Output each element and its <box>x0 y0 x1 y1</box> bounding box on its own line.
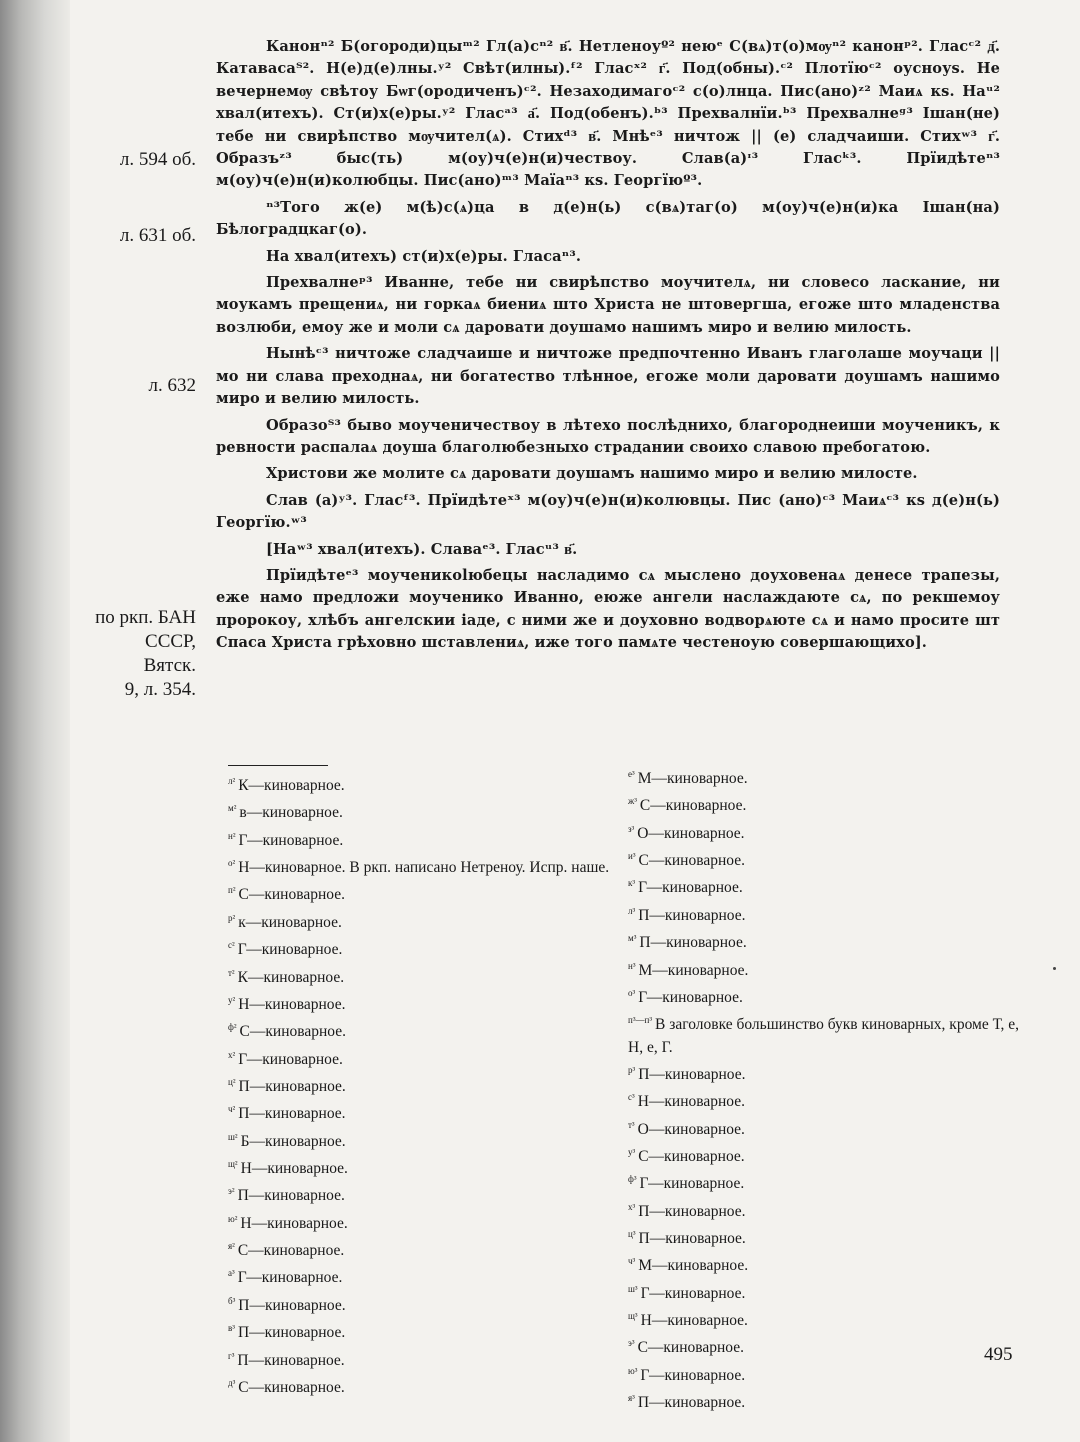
footnote <box>628 1009 1023 1059</box>
footnote <box>628 1141 1023 1168</box>
footnote <box>228 1262 618 1289</box>
footnote-mark: в³ <box>228 1323 235 1334</box>
footnote <box>228 934 618 961</box>
footnote-text: С—киноварное. <box>238 886 345 904</box>
footnote-mark: х³ <box>628 1201 636 1212</box>
footnote <box>228 1153 618 1180</box>
footnote <box>228 1345 618 1372</box>
footnote <box>228 907 618 934</box>
footnote <box>228 1098 618 1125</box>
footnote-text: П—киноварное. <box>638 906 746 924</box>
main-text <box>216 36 1000 655</box>
footnote-mark: ц³ <box>628 1228 636 1239</box>
footnote-mark: е³ <box>628 769 635 779</box>
footnote-mark: у³ <box>628 1146 636 1157</box>
footnote <box>228 1180 618 1207</box>
footnote-mark: ц² <box>228 1076 236 1087</box>
footnote-mark: я³ <box>628 1393 635 1404</box>
footnote-separator-rule <box>228 765 328 766</box>
footnote <box>628 955 1023 982</box>
footnote-mark: л³ <box>628 905 636 916</box>
footnote-mark: т² <box>228 967 235 978</box>
footnote <box>228 1126 618 1153</box>
footnote-mark: н³ <box>628 960 636 971</box>
footnote-mark: щ² <box>228 1159 238 1170</box>
footnote-text: К—киноварное. <box>238 777 345 795</box>
footnote-mark: с³ <box>628 1092 635 1103</box>
footnote-mark: р³ <box>628 1064 636 1075</box>
footnote-mark: у² <box>228 994 236 1005</box>
footnote <box>628 1059 1023 1086</box>
footnote-mark: м³ <box>628 933 637 944</box>
margin-note-source-2: СССР, <box>145 631 196 652</box>
footnote-text: Г—киноварное. <box>640 1284 746 1302</box>
footnote <box>228 1372 618 1399</box>
footnote-text: П—киноварное. <box>638 1230 746 1248</box>
footnote-mark: з³ <box>628 823 635 834</box>
footnote <box>628 763 1023 790</box>
footnote-mark: и³ <box>628 851 636 862</box>
footnote <box>628 1250 1023 1277</box>
footnote <box>628 790 1023 817</box>
margin-note-source-3: Вятск. <box>143 655 196 676</box>
footnote <box>228 1290 618 1317</box>
footnote <box>228 852 618 879</box>
footnote-text: К—киноварное. <box>237 968 345 986</box>
footnote-mark: м² <box>228 803 237 814</box>
footnote <box>628 1360 1023 1387</box>
margin-note-folio-632: л. 632 <box>148 375 196 396</box>
footnote-text: П—киноварное. <box>237 1187 345 1205</box>
footnote <box>228 797 618 824</box>
footnote <box>628 1086 1023 1113</box>
footnote-text: П—киноварное. <box>637 1394 746 1412</box>
footnote-mark: я² <box>228 1241 235 1252</box>
footnote-text: П—киноварное. <box>238 1296 346 1314</box>
footnote-text: П—киноварное. <box>639 934 747 952</box>
footnote-text: Г—киноварное. <box>638 989 743 1007</box>
footnote-text: С—киноварное. <box>238 1379 345 1397</box>
page-number: 495 <box>984 1344 1013 1365</box>
footnote-mark: о³ <box>628 987 636 998</box>
footnote-text: Г—киноварное. <box>640 1366 746 1384</box>
footnote-mark: ш³ <box>628 1283 638 1294</box>
footnote-mark: п² <box>228 885 236 896</box>
paragraph-canon-heading: Канонⁿ² Б(огороди)цыᵐ² Гл(а)сⁿ² в҃. Нетленоуº² неюᵉ С(вѧ)т(о)мѹⁿ² канонᵖ². Гласᶜ² д҃. Катавасаᵀ². Н(е)д(е)лны.ʸ² Свѣт(илны).ᶠ² Гласˣ² г҃. Под(обны).ᶜ² Плотїюᶜ² оусноуѕ. Не вечернемѹ свѣтоу Бѡг(ородиченъ)ᶜ². Незаходимагоᶜ² с(о)лнца. Пис(ано)ᶻ² Маиѧ кѕ. Наᵘ² хвал(итехъ). Ст(и)х(е)ры.ʸ² Гласᵃ³ а҃. Под(обенъ).ᵇ³ Прехвалнїи.ᵇ³ Прехвалнеᵍ³ Ішан(не) тебе ни свирѣпство мѹчител(ѧ). Стихᵈ³ в҃. Мнѣᵉ³ ничтож || (е) сладчаиши. Стихʷ³ г҃. Образъᶻ³ быс(ть) м(оу)ч(е)н(и)чествоу. Слав(а)ᶦ³ Гласᵏ³. Прїидѣтеⁿ³ м(оу)ч(е)н(и)колюбцы. Пис(ано)ᵐ³ Маїаⁿ³ кѕ. Георгїюº³. <box>216 38 1000 190</box>
page-speck <box>1053 967 1056 970</box>
footnote-mark: п³—п³ <box>628 1015 653 1026</box>
footnote-text: М—киноварное. <box>638 961 749 979</box>
footnote-mark: р² <box>228 912 236 923</box>
footnote <box>628 872 1023 899</box>
footnote-mark: ж³ <box>628 796 637 807</box>
footnote-text: в—киноварное. <box>239 804 343 822</box>
paragraph-lauds-heading: [Наʷ³ хвал(итехъ). Славаᵉ³. Гласᵘ³ в҃. <box>266 540 578 558</box>
footnote <box>628 845 1023 872</box>
footnote-mark: ю³ <box>628 1365 638 1376</box>
footnote-text: С—киноварное. <box>637 1339 745 1357</box>
footnote <box>628 1387 1023 1414</box>
paragraph-sticheron-1: Прехвалнеᵖ³ Иванне, тебе ни свирѣпство моучителѧ, ни словесо ласкание, ни моукамъ прещениѧ, ни горкаѧ биениѧ што Христа не штовергшa, егоже што младенства возлюби, емоу же и моли сѧ даровати доушамо нашимъ миро и велию милость. <box>216 274 1000 336</box>
footnote <box>628 927 1023 954</box>
footnote <box>228 1016 618 1043</box>
footnote-mark: э³ <box>628 1338 635 1349</box>
footnote-text: Н—киноварное. <box>240 1214 348 1232</box>
footnote-mark: э² <box>228 1186 235 1197</box>
footnote-text: к—киноварное. <box>238 913 342 931</box>
paragraph-sticheron-2: Нынѣᶜ³ ничтоже сладчаише и ничтоже предпочтенно Иванъ глаголаше моучаци || мо ни слава преходнаѧ, ни богатество тлѣнное, егоже моли даровати доушамъ нашимо миро и велию милость. <box>216 345 1000 408</box>
footnote <box>628 900 1023 927</box>
footnote-text: Г—киноварное. <box>238 1050 343 1068</box>
footnote-mark: к³ <box>628 878 636 889</box>
footnote-mark: ю² <box>228 1213 238 1224</box>
footnote <box>228 825 618 852</box>
margin-note-source-1: по ркп. БАН <box>95 607 196 628</box>
footnote <box>628 1223 1023 1250</box>
footnote-text: Г—киноварное. <box>238 831 344 849</box>
footnote-mark: д³ <box>228 1377 236 1388</box>
footnote-text: О—киноварное. <box>637 824 745 842</box>
paragraph-sticheron-4: Христови же молите сѧ даровати доушамъ нашимо миро и велию милосте. <box>266 465 918 483</box>
footnote-text: Г—киноварное. <box>237 1269 343 1287</box>
footnote-text: Н—киноварное. <box>637 1093 745 1111</box>
footnote-text: М—киноварное. <box>638 1257 749 1275</box>
footnote-text: Н—киноварное. В ркп. написано Нетреноу. Испр. наше. <box>238 859 610 877</box>
footnote-mark: х² <box>228 1049 236 1060</box>
footnote <box>628 1196 1023 1223</box>
footnote <box>628 1332 1023 1359</box>
footnote <box>628 818 1023 845</box>
footnote <box>628 1278 1023 1305</box>
paragraph-feast-title: ⁿ³Того ж(е) м(ѣ)с(ѧ)ца в д(е)н(ь) с(вѧ)таг(о) м(оу)ч(е)н(и)ка Ішан(на) Бѣлоградцкаг(о). <box>216 198 1000 239</box>
footnote-mark: л² <box>228 776 236 786</box>
footnote-mark: щ³ <box>628 1311 638 1322</box>
footnote-mark: ф² <box>228 1022 237 1033</box>
footnote-text: П—киноварное. <box>238 1105 346 1123</box>
footnote <box>628 1305 1023 1332</box>
footnote <box>628 982 1023 1009</box>
footnote-mark: ч² <box>228 1104 236 1115</box>
footnote <box>228 879 618 906</box>
footnote <box>228 770 618 797</box>
footnote-mark: о² <box>228 858 236 869</box>
footnote-text: С—киноварное. <box>237 1242 345 1260</box>
footnote-mark: н² <box>228 830 236 841</box>
footnote-text: Н—киноварное. <box>640 1312 748 1330</box>
footnote-text: Г—киноварное. <box>237 941 343 959</box>
paragraph-sticheron-3: Образоᵀ³ быво моученичествоу в лѣтехо послѣднихо, благороднеиши моученикъ, к ревности распалаѧ доуша благолюбезныхо страдании своихо славою пребогатою. <box>216 416 1000 456</box>
footnote-text: О—киноварное. <box>637 1120 745 1138</box>
footnote-text: П—киноварное. <box>238 1078 346 1096</box>
footnote-text: Г—киноварное. <box>639 1175 745 1193</box>
footnote <box>628 1114 1023 1141</box>
footnote-text: С—киноварное. <box>239 1023 346 1041</box>
footnote-text: Г—киноварное. <box>638 879 743 897</box>
footnote-text: П—киноварное. <box>237 1324 346 1342</box>
footnote <box>228 962 618 989</box>
footnote-text: Н—киноварное. <box>240 1160 348 1178</box>
footnote <box>228 1235 618 1262</box>
footnotes-right-column <box>628 763 1023 1414</box>
footnote-mark: ш² <box>228 1131 238 1142</box>
footnote <box>628 1168 1023 1195</box>
footnote-mark: г³ <box>228 1350 235 1361</box>
footnote <box>228 1044 618 1071</box>
footnote-mark: ф³ <box>628 1174 637 1185</box>
footnote-mark: т³ <box>628 1119 635 1130</box>
footnote-text: М—киноварное. <box>637 770 748 788</box>
footnote <box>228 989 618 1016</box>
footnote-text: П—киноварное. <box>638 1202 746 1220</box>
paragraph-glory-heading: Слав (а)ʸ³. Гласᶠ³. Прїидѣтеˣ³ м(оу)ч(е)н(и)колювцы. Пис (ано)ᶜ³ Маиѧᶜ³ кѕ д(е)н(ь) Георгїю.ʷ³ <box>216 491 1000 532</box>
footnote-text: П—киноварное. <box>638 1065 746 1083</box>
footnote <box>228 1071 618 1098</box>
footnote-mark: а³ <box>228 1268 235 1279</box>
footnote-mark: с² <box>228 940 235 951</box>
footnote-mark: б³ <box>228 1295 236 1306</box>
footnotes-left-column <box>228 770 618 1399</box>
footnote-text: С—киноварное. <box>639 797 747 815</box>
margin-note-source-4: 9, л. 354. <box>124 679 196 700</box>
footnote-mark: ч³ <box>628 1256 636 1267</box>
footnote-text: С—киноварное. <box>638 852 745 870</box>
footnote-text: С—киноварное. <box>638 1148 745 1166</box>
footnote <box>228 1208 618 1235</box>
margin-note-folio-631: л. 631 об. <box>119 225 196 246</box>
footnote-text: П—киноварное. <box>237 1351 345 1369</box>
footnote-text: Б—киноварное. <box>240 1132 346 1150</box>
footnote-text: Н—киноварное. <box>238 996 346 1014</box>
footnote <box>228 1317 618 1344</box>
paragraph-stichera-heading: На хвал(итехъ) ст(и)х(е)ры. Гласаⁿ³. <box>266 247 582 265</box>
footnote-text: В заголовке большинство букв киноварных, кроме Т, е, Н, е, Г. <box>628 1016 1020 1056</box>
margin-note-folio-594: л. 594 об. <box>119 149 196 170</box>
paragraph-sticheron-final: Прїидѣтеᵉ³ моученикolюбецы насладимо сѧ мыслено доуховенаѧ денесе трапезы, еже намо предложи моученико Иванно, еюже ангели наслаждаюте сѧ, по рекшемоу пророкоу, хлѣбъ ангелскии іаде, с ними же и доуховно водворѧюте сѧ и намо просите шт Спаса Христа грѣховно шставлениѧ, иже того памѧте честеноую совершающихо]. <box>216 566 1000 652</box>
